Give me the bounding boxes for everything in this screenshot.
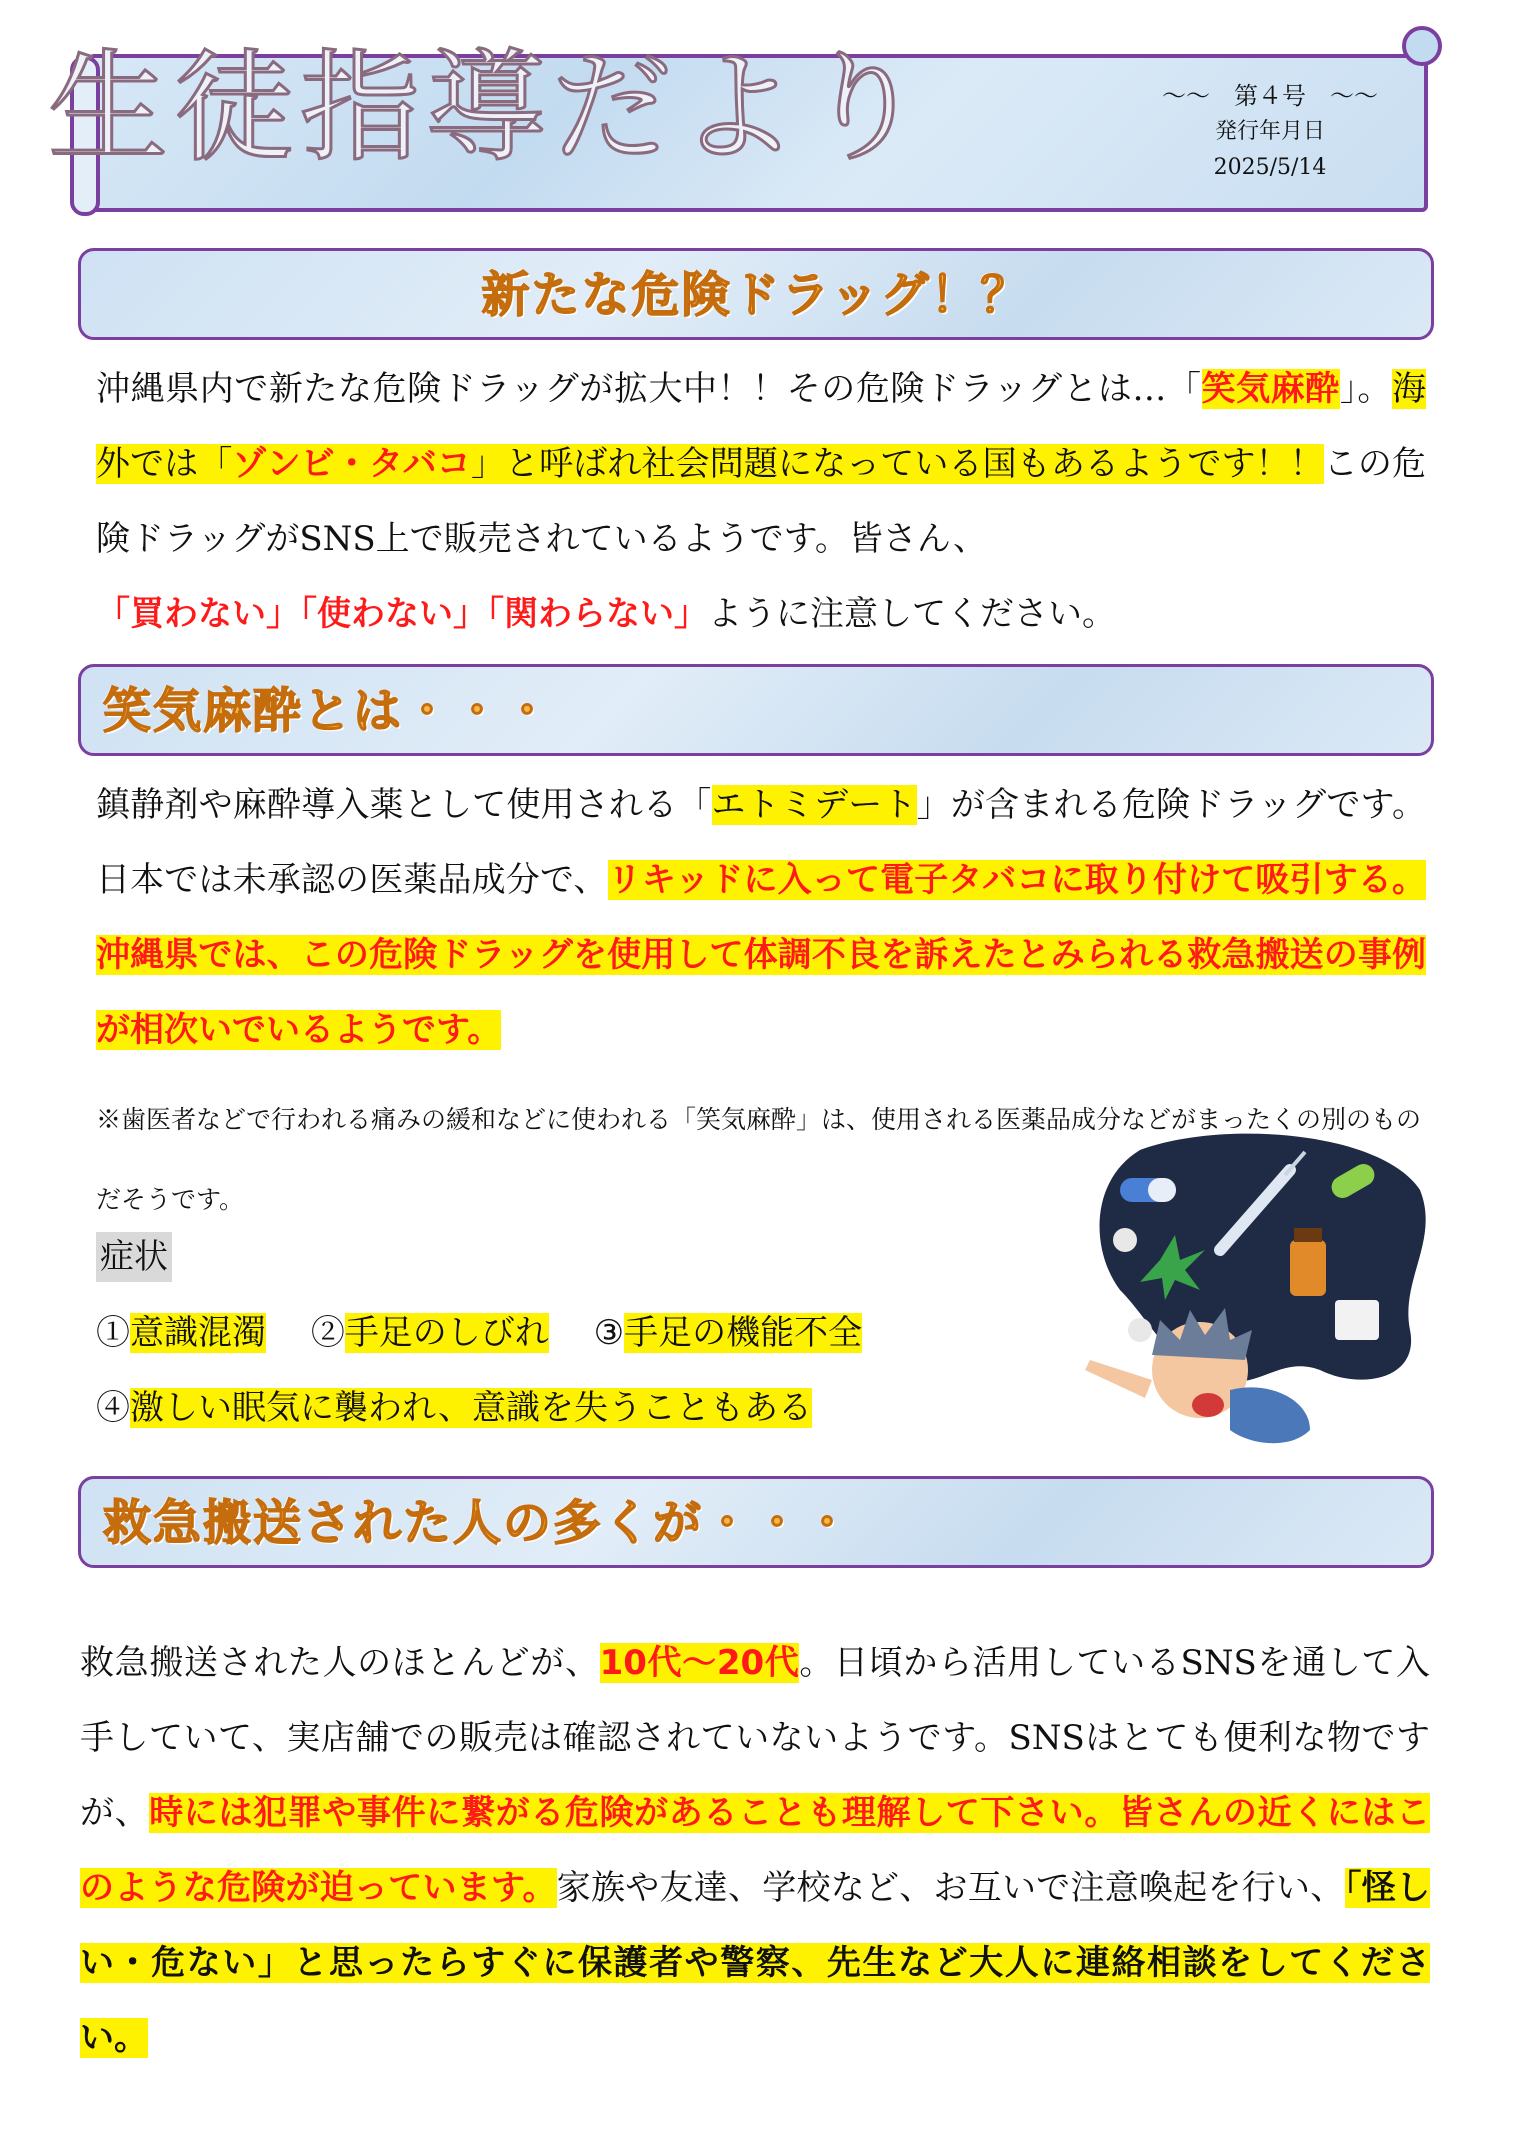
symptom-text: 手足のしびれ	[344, 1313, 549, 1353]
issue-label: 発行年月日	[1214, 119, 1325, 144]
page-title: 生徒指導だより	[48, 39, 930, 178]
symptom-number: ③	[593, 1313, 625, 1353]
symptom-text: 激しい眠気に襲われ、意識を失うこともある	[130, 1388, 813, 1428]
text: 家族や友達、学校など、お互いで注意喚起を行い、	[556, 1868, 1345, 1908]
symptom-item	[96, 1313, 266, 1353]
text: この危険ドラッグがSNS上で販売されているようです。皆さん、	[96, 444, 1427, 559]
section3-heading	[78, 1476, 1434, 1568]
text: 鎮静剤や麻酔導入薬として使用される「	[96, 785, 712, 825]
tablet-icon	[1128, 1318, 1152, 1342]
section3-heading-text: 救急搬送された人の多くが・・・	[103, 1495, 854, 1551]
section1-heading	[78, 248, 1434, 340]
text: 」。	[1339, 369, 1392, 409]
section2-note: ※歯医者などで行われる痛みの緩和などに使われる「笑気麻酔」は、使用される医薬品成分などがまったくの別のものだそうです。	[96, 1105, 1422, 1214]
person-mouth	[1192, 1393, 1224, 1417]
symptom-number: ④	[96, 1388, 130, 1428]
tablet-icon	[1113, 1228, 1137, 1252]
symptom-number: ②	[310, 1313, 345, 1353]
symptom-item	[96, 1388, 812, 1428]
dark-cloud-shape	[1100, 1134, 1426, 1382]
symptom-item	[311, 1313, 549, 1353]
section1-heading-text: 新たな危険ドラッグ！？	[481, 267, 1031, 323]
powder-packet-icon	[1335, 1300, 1379, 1340]
section2-body	[96, 768, 1426, 1068]
highlight-term: 笑気麻酔	[1201, 369, 1340, 409]
highlight-text: 「怪しい・危ない」と思ったらすぐに保護者や警察、先生など大人に連絡相談をしてください。	[80, 1868, 1431, 2058]
warning-text: リキッドに入って電子タバコに取り付けて吸引する。沖縄県では、この危険ドラッグを使用して体調不良を訴えたとみられる救急搬送の事例が相次いでいるようです。	[96, 860, 1426, 1050]
text: 」が含まれる危険ドラッグです。日本では未承認の医薬品成分で、	[96, 785, 1426, 900]
section2-heading-text: 笑気麻酔とは・・・	[103, 683, 554, 739]
highlight-term: ゾンビ・タバコ	[232, 444, 471, 484]
issue-date: 2025/5/14	[1213, 155, 1327, 180]
symptom-item	[594, 1313, 862, 1353]
bottle-icon	[1290, 1240, 1326, 1296]
text: 救急搬送された人のほとんどが、	[80, 1643, 600, 1683]
person-arm	[1085, 1360, 1152, 1398]
issue-number: ～～ 第４号 ～～	[1162, 82, 1378, 110]
symptom-title: 症状	[96, 1232, 172, 1282]
warning-text: 「買わない」「使わない」「関わらない」	[96, 594, 708, 634]
issue-info	[1150, 78, 1390, 186]
symptom-list	[96, 1296, 996, 1446]
capsule-half	[1148, 1178, 1176, 1202]
warning-text: 10代～20代	[599, 1643, 800, 1683]
highlight-text: 」と呼ばれ社会問題になっている国もあるようです！！	[470, 444, 1324, 484]
drug-illustration	[1080, 1130, 1440, 1470]
symptom-text: 手足の機能不全	[624, 1313, 863, 1353]
warning-text: 時には犯罪や事件に繋がる危険があることも理解して下さい。皆さんの近くにはこのような危険が迫っています。	[80, 1793, 1430, 1908]
symptom-number: ①	[96, 1313, 130, 1353]
section2-heading	[78, 664, 1434, 756]
text: 。日頃から活用しているSNSを通して入手していて、実店舗での販売は確認されていないようです。SNSはとても便利な物ですが、	[80, 1643, 1430, 1833]
symptom-text: 意識混濁	[130, 1313, 266, 1353]
section3-body	[80, 1626, 1430, 2076]
highlight-text: 海外では「	[96, 369, 1426, 484]
section1-body	[96, 352, 1426, 652]
person-shirt	[1230, 1387, 1310, 1443]
text: 沖縄県内で新たな危険ドラッグが拡大中！！その危険ドラッグとは…「	[96, 369, 1202, 409]
text: ように注意してください。	[708, 594, 1116, 634]
bottle-cap	[1294, 1228, 1322, 1242]
highlight-term: エトミデート	[711, 785, 917, 825]
scroll-roll-top	[1402, 26, 1442, 66]
